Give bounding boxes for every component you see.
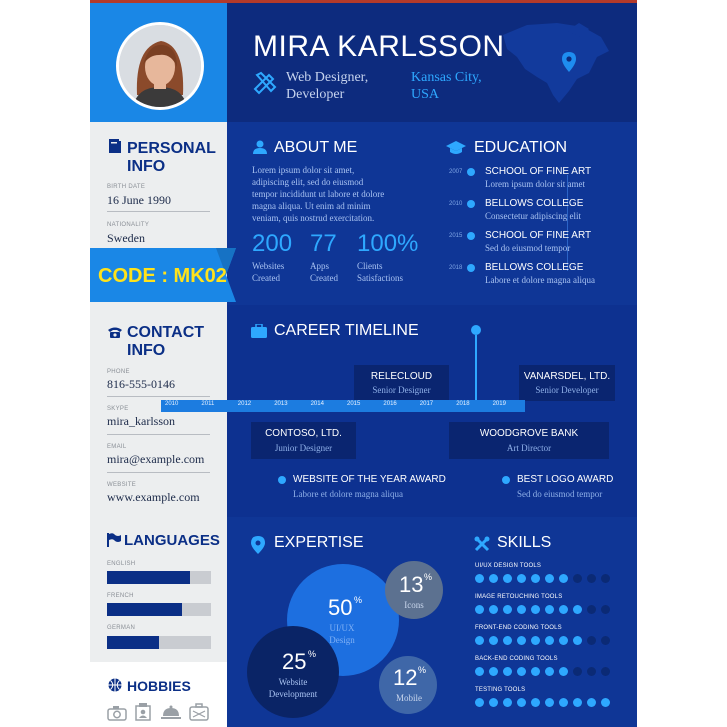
divider — [107, 396, 210, 397]
skill-dot-filled — [601, 698, 610, 707]
basketball-icon — [108, 678, 122, 697]
language-bar — [107, 603, 211, 616]
personal-info-title-line2: INFO — [127, 158, 166, 175]
timeline-dot — [467, 200, 475, 208]
user-icon — [253, 140, 267, 154]
job-title: Junior Designer — [274, 443, 333, 453]
skill-label: UI/UX DESIGN TOOLS — [475, 563, 542, 569]
skill-dot-filled — [475, 667, 484, 676]
skill-label: TESTING TOOLS — [475, 687, 526, 693]
skill-dot-filled — [475, 636, 484, 645]
skill-dot-filled — [545, 698, 554, 707]
education-year: 2018 — [449, 265, 463, 271]
skill-dot-filled — [503, 574, 512, 583]
expertise-skills-section — [227, 517, 637, 727]
email-label: EMAIL — [107, 444, 127, 450]
percent-sign: % — [418, 665, 427, 675]
portrait-image — [119, 25, 201, 107]
skill-dot-empty — [587, 636, 596, 645]
skill-dot-filled — [559, 667, 568, 676]
hobbies-title: HOBBIES — [127, 678, 191, 694]
camera-icon — [107, 705, 127, 726]
company-name: CONTOSO, LTD. — [265, 428, 342, 439]
education-school: SCHOOL OF FINE ART — [485, 230, 592, 241]
skill-dot-empty — [601, 636, 610, 645]
stat-value: 77 — [310, 230, 337, 257]
language-name: ENGLISH — [107, 561, 136, 567]
skill-dot-filled — [503, 698, 512, 707]
skill-dot-filled — [503, 667, 512, 676]
food-dish-icon — [160, 705, 182, 726]
career-entry-above — [354, 365, 449, 401]
job-title: Art Director — [506, 443, 552, 453]
location-line2: USA — [411, 87, 440, 102]
contact-info-title-line2: INFO — [127, 342, 166, 359]
photo-panel — [90, 3, 227, 122]
skill-dot-filled — [531, 667, 540, 676]
timeline-year: 2016 — [383, 401, 397, 407]
about-text-line: Lorem ipsum dolor sit amet, — [252, 165, 355, 175]
skill-dot-filled — [573, 636, 582, 645]
nationality-value: Sweden — [107, 231, 145, 245]
role-line1: Web Designer, — [286, 70, 369, 85]
award-dot — [502, 476, 510, 484]
timeline-year: 2015 — [347, 401, 361, 407]
education-detail: Labore et dolore magna aliqua — [485, 275, 595, 285]
skill-dot-empty — [601, 667, 610, 676]
education-school: BELLOWS COLLEGE — [485, 262, 584, 273]
stat-label: Clients — [357, 261, 383, 271]
percent-sign: % — [424, 572, 433, 582]
personal-info-title-line1: PERSONAL — [127, 140, 216, 157]
nationality-label: NATIONALITY — [107, 222, 150, 228]
language-name: FRENCH — [107, 593, 134, 599]
skype-label: SKYPE — [107, 406, 129, 412]
career-entry-below — [449, 422, 609, 459]
person-name: MIRA KARLSSON — [253, 30, 505, 63]
languages-title: LANGUAGES — [124, 532, 220, 549]
skill-dot-filled — [475, 605, 484, 614]
skill-dot-filled — [489, 698, 498, 707]
skill-dot-empty — [573, 667, 582, 676]
timeline-year: 2013 — [274, 401, 288, 407]
job-title: Senior Designer — [372, 385, 431, 395]
profile-photo — [116, 22, 204, 110]
award-title: WEBSITE OF THE YEAR AWARD — [293, 474, 446, 485]
skill-dot-filled — [559, 636, 568, 645]
north-america-map — [497, 17, 617, 107]
phone-label: PHONE — [107, 369, 130, 375]
education-year: 2007 — [449, 169, 463, 175]
company-name: WOODGROVE BANK — [479, 428, 579, 439]
expertise-label: Development — [268, 689, 318, 699]
education-title: EDUCATION — [474, 139, 568, 156]
skill-dot-filled — [545, 636, 554, 645]
expertise-value: 25 — [282, 649, 307, 674]
language-name: GERMAN — [107, 625, 136, 631]
timeline-year: 2010 — [165, 401, 179, 407]
language-bar — [107, 636, 211, 649]
language-bar-fill — [107, 636, 159, 649]
flag-icon — [107, 533, 121, 552]
skill-dot-filled — [489, 636, 498, 645]
skill-dot-filled — [517, 636, 526, 645]
skills-title: SKILLS — [497, 534, 552, 551]
education-detail: Sed do eiusmod tempor — [485, 243, 571, 253]
design-tools-icon — [253, 71, 277, 95]
expertise-label: Mobile — [396, 693, 422, 703]
phone-icon — [107, 325, 123, 343]
stat-label: Satisfactions — [357, 273, 403, 283]
stat-value: 100% — [357, 230, 419, 257]
job-title: Senior Developer — [535, 385, 599, 395]
skill-dot-filled — [573, 605, 582, 614]
company-name: RELECLOUD — [370, 371, 433, 382]
skill-label: BACK-END CODING TOOLS — [475, 656, 558, 662]
expertise-label: Icons — [404, 600, 424, 610]
timeline-year: 2012 — [237, 401, 252, 407]
education-year: 2010 — [449, 201, 463, 207]
skill-label: FRONT-END CODING TOOLS — [475, 625, 562, 631]
career-title: CAREER TIMELINE — [274, 322, 419, 339]
award-detail: Labore et dolore magna aliqua — [293, 489, 403, 499]
skill-dot-filled — [531, 636, 540, 645]
career-entry-below — [251, 422, 356, 459]
language-bar-fill — [107, 571, 190, 584]
website-value[interactable]: www.example.com — [107, 490, 200, 504]
email-value[interactable]: mira@example.com — [107, 452, 205, 466]
location-pin-icon — [562, 52, 576, 72]
stat-value: 200 — [252, 230, 293, 257]
divider — [107, 211, 210, 212]
location-pin-icon — [251, 536, 265, 554]
timeline-start-dot — [471, 325, 481, 335]
skill-dot-filled — [489, 667, 498, 676]
career-entry-above — [519, 365, 615, 401]
education-detail: Lorem ipsum dolor sit amet — [485, 179, 585, 189]
skill-dot-filled — [587, 698, 596, 707]
about-title: ABOUT ME — [274, 139, 358, 156]
left-column — [90, 3, 227, 727]
expertise-title: EXPERTISE — [274, 534, 364, 551]
expertise-label: Design — [329, 635, 355, 645]
skype-value: mira_karlsson — [107, 414, 175, 428]
skill-dot-filled — [573, 698, 582, 707]
briefcase-icon — [251, 324, 267, 338]
expertise-value: 13 — [399, 572, 424, 597]
education-line — [567, 175, 568, 271]
skill-dot-filled — [475, 574, 484, 583]
about-text-line: veniam, quis nostrud exercitation. — [252, 213, 375, 223]
contact-info-title-line1: CONTACT — [127, 324, 205, 341]
timeline-dot — [467, 232, 475, 240]
stat-label: Websites — [252, 261, 285, 271]
award-detail: Sed do eiusmod tempor — [517, 489, 603, 499]
phone-value: 816-555-0146 — [107, 377, 175, 391]
about-text-line: tempor incididunt ut labore et dolore — [252, 189, 385, 199]
percent-sign: % — [308, 649, 317, 659]
award-title: BEST LOGO AWARD — [517, 474, 614, 485]
skill-dot-filled — [517, 698, 526, 707]
divider — [107, 434, 210, 435]
location-line1: Kansas City, — [411, 70, 482, 85]
skill-dot-filled — [545, 605, 554, 614]
timeline-year: 2017 — [419, 401, 434, 407]
education-detail: Consectetur adipiscing elit — [485, 211, 581, 221]
skill-dot-filled — [531, 574, 540, 583]
resume-page — [90, 3, 637, 727]
expertise-value: 50 — [328, 595, 353, 620]
skill-dot-filled — [517, 574, 526, 583]
education-school: SCHOOL OF FINE ART — [485, 166, 592, 177]
contact-card-icon — [134, 703, 152, 726]
role-line2: Developer — [286, 87, 345, 102]
timeline-year: 2014 — [310, 401, 324, 407]
expertise-label: UI/UX — [329, 623, 355, 633]
stat-label: Apps — [310, 261, 330, 271]
tools-icon — [474, 536, 490, 552]
birth-date-value: 16 June 1990 — [107, 193, 171, 207]
skill-dot-filled — [475, 698, 484, 707]
stat-label: Created — [252, 273, 280, 283]
skill-dot-filled — [489, 605, 498, 614]
skill-dot-filled — [503, 636, 512, 645]
education-year: 2015 — [449, 233, 463, 239]
skill-dot-empty — [587, 667, 596, 676]
timeline-year: 2019 — [492, 401, 506, 407]
skill-dot-filled — [545, 574, 554, 583]
timeline-year: 2018 — [456, 401, 470, 407]
skill-dot-empty — [587, 605, 596, 614]
company-name: VANARSDEL, LTD. — [523, 371, 611, 382]
about-text-line: adipiscing elit, sed do eiusmod — [252, 177, 364, 187]
expertise-label: Website — [278, 677, 308, 687]
skill-dot-filled — [489, 574, 498, 583]
skill-dot-filled — [517, 667, 526, 676]
website-label: WEBSITE — [107, 482, 137, 488]
skill-dot-empty — [601, 574, 610, 583]
skill-dot-filled — [531, 605, 540, 614]
skill-label: IMAGE RETOUCHING TOOLS — [475, 594, 563, 600]
percent-sign: % — [354, 595, 363, 605]
about-text-line: magna aliqua. Ut enim ad minim — [252, 201, 371, 211]
expertise-value: 12 — [393, 665, 418, 690]
luggage-icon — [189, 703, 209, 726]
timeline-year: 2011 — [201, 401, 215, 407]
skill-dot-filled — [531, 698, 540, 707]
skill-dot-empty — [587, 574, 596, 583]
graduation-cap-icon — [446, 141, 466, 155]
divider — [107, 472, 210, 473]
about-education-section — [227, 122, 637, 305]
skill-dot-filled — [517, 605, 526, 614]
skill-dot-filled — [559, 605, 568, 614]
career-timeline-bar — [161, 400, 525, 412]
skill-dot-empty — [573, 574, 582, 583]
timeline-connector — [475, 335, 477, 405]
birth-date-label: BIRTH DATE — [107, 184, 146, 190]
personal-info-icon — [109, 139, 121, 158]
education-school: BELLOWS COLLEGE — [485, 198, 584, 209]
timeline-dot — [467, 264, 475, 272]
stat-label: Created — [310, 273, 338, 283]
language-bar-fill — [107, 603, 182, 616]
language-bar — [107, 571, 211, 584]
award-dot — [278, 476, 286, 484]
timeline-dot — [467, 168, 475, 176]
skill-dot-filled — [559, 574, 568, 583]
header-section — [227, 3, 637, 122]
skill-dot-filled — [559, 698, 568, 707]
skill-dot-filled — [545, 667, 554, 676]
skill-dot-empty — [601, 605, 610, 614]
skill-dot-filled — [503, 605, 512, 614]
code-badge-text: CODE : MK02 — [98, 265, 227, 287]
